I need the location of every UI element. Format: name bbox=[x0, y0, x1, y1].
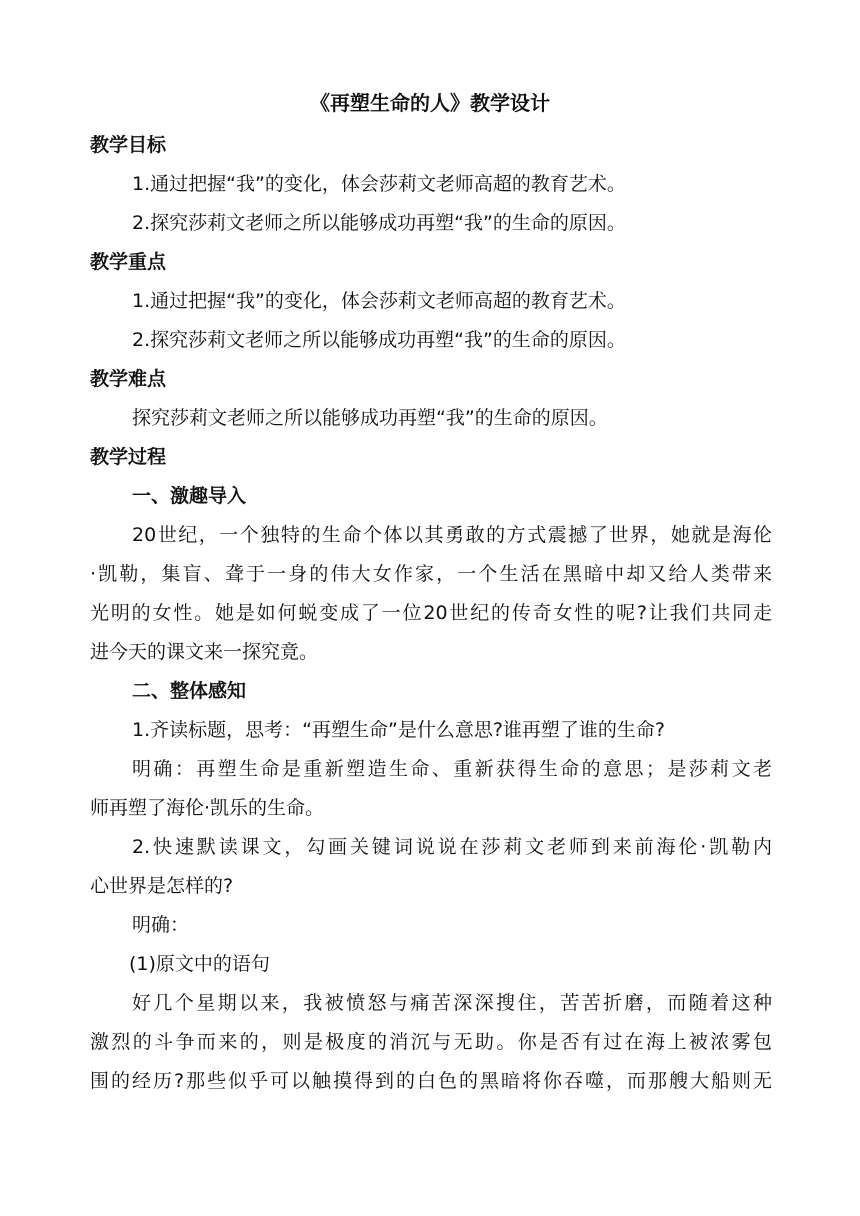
objective-item: 2.探究莎莉文老师之所以能够成功再塑“我”的生命的原因。 bbox=[132, 212, 626, 234]
document-body bbox=[90, 126, 772, 1101]
objectives-heading: 教学目标 bbox=[90, 134, 167, 156]
intro-heading: 一、激趣导入 bbox=[132, 485, 247, 507]
difficulty-text: 探究莎莉文老师之所以能够成功再塑“我”的生命的原因。 bbox=[132, 407, 608, 429]
quote-line: 好几个星期以来，我被愤怒与痛苦深深搜住，苦苦折磨，而随着这种 bbox=[132, 992, 772, 1014]
intro-line: ·凯勒，集盲、聋于一身的伟大女作家，一个生活在黑暗中却又给人类带来 bbox=[90, 563, 772, 585]
answer-2-label: 明确： bbox=[132, 914, 190, 936]
key-point-item: 2.探究莎莉文老师之所以能够成功再塑“我”的生命的原因。 bbox=[132, 329, 626, 351]
answer-1-line: 师再塑了海伦·凯乐的生命。 bbox=[90, 797, 325, 819]
question-2-line: 心世界是怎样的? bbox=[90, 875, 234, 897]
quote-line: 围的经历?那些似乎可以触摸得到的白色的黑暗将你吞噬，而那艘大船则无 bbox=[90, 1070, 772, 1092]
answer-1-line: 明确：再塑生命是重新塑造生命、重新获得生命的意思；是莎莉文老 bbox=[132, 758, 772, 780]
intro-line: 光明的女性。她是如何蜕变成了一位20世纪的传奇女性的呢?让我们共同走 bbox=[90, 602, 772, 624]
key-points-heading: 教学重点 bbox=[90, 251, 167, 273]
objective-item: 1.通过把握“我”的变化，体会莎莉文老师高超的教育艺术。 bbox=[132, 173, 626, 195]
question-2-line: 2.快速默读课文，勾画关键词说说在莎莉文老师到来前海伦·凯勒内 bbox=[132, 836, 772, 858]
document-title: 《再塑生命的人》教学设计 bbox=[310, 91, 550, 115]
intro-line: 20世纪，一个独特的生命个体以其勇敢的方式震撼了世界，她就是海伦 bbox=[132, 524, 772, 546]
process-heading: 教学过程 bbox=[90, 446, 167, 468]
intro-line: 进今天的课文来一探究竟。 bbox=[90, 641, 319, 663]
difficulty-heading: 教学难点 bbox=[90, 368, 167, 390]
overall-heading: 二、整体感知 bbox=[132, 680, 247, 702]
quote-line: 激烈的斗争而来的，则是极度的消沉与无助。你是否有过在海上被浓雾包 bbox=[90, 1031, 772, 1053]
question-1: 1.齐读标题，思考：“再塑生命”是什么意思?谁再塑了谁的生命? bbox=[132, 719, 665, 741]
key-point-item: 1.通过把握“我”的变化，体会莎莉文老师高超的教育艺术。 bbox=[132, 290, 626, 312]
answer-2-subheading: (1)原文中的语句 bbox=[129, 953, 270, 975]
